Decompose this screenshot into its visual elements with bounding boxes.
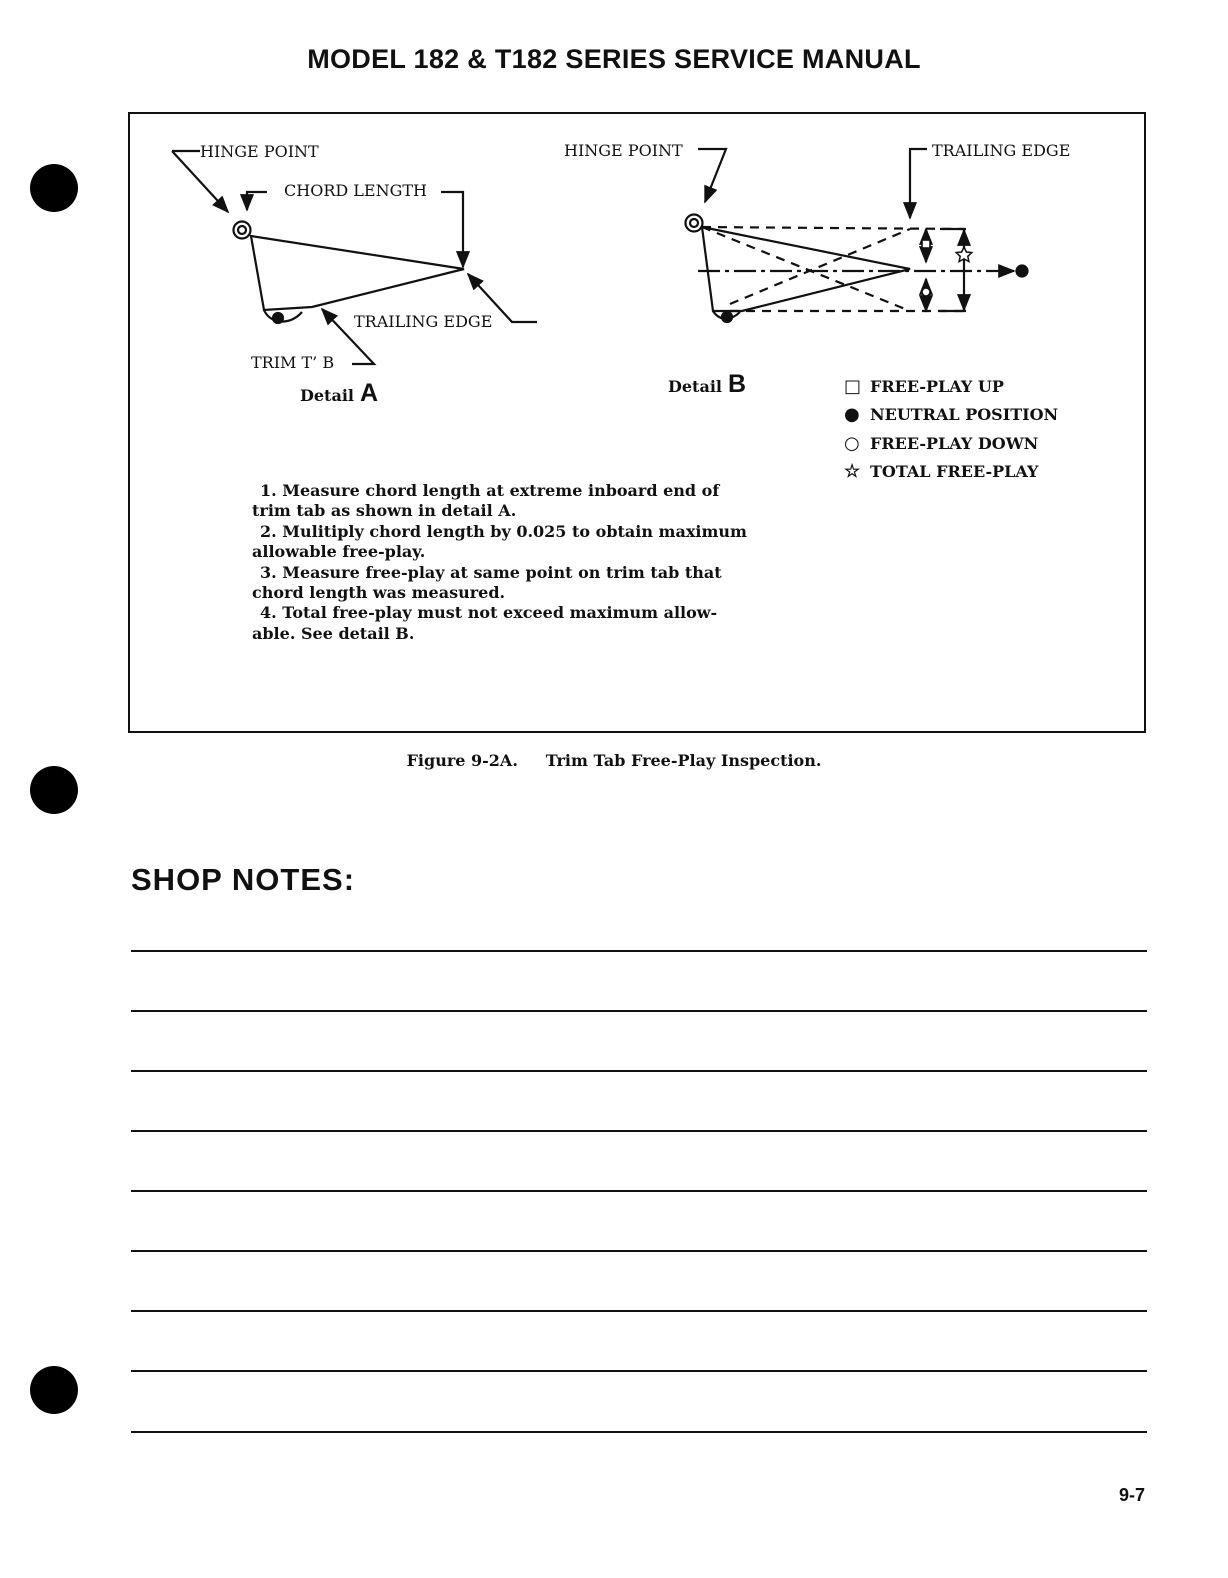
shop-notes-rule: [131, 1190, 1147, 1192]
detail-b-word: Detail: [668, 377, 722, 396]
shop-notes-rule: [131, 1370, 1147, 1372]
tab-horn-b-dot: [722, 312, 732, 322]
legend-item: [844, 401, 1058, 430]
trim-tab-label: TRIM T’ B: [251, 353, 335, 372]
note-line: 2. Mulitiply chord length by 0.025 to obtain maximum: [260, 521, 747, 541]
hinge-point-b-inner-icon: [690, 219, 698, 227]
chord-bracket-left: [247, 192, 267, 210]
chord-bracket-right: [441, 192, 463, 267]
trim-tab-outline-a: [251, 236, 464, 310]
shop-notes-rule: [131, 1431, 1147, 1433]
note-line: chord length was measured.: [252, 583, 506, 603]
hinge-point-b-icon: [686, 215, 703, 232]
trailing-edge-arrow-b: [910, 149, 927, 218]
legend-label: FREE-PLAY DOWN: [870, 433, 1039, 453]
tab-horn-dot: [273, 313, 283, 323]
legend-label: TOTAL FREE-PLAY: [870, 462, 1039, 482]
legend: [844, 372, 1058, 486]
shop-notes-rule: [131, 1310, 1147, 1312]
note-line: allowable free-play.: [252, 542, 426, 562]
hinge-point-inner-icon: [238, 226, 246, 234]
detail-b-letter: B: [727, 370, 747, 398]
shop-notes-heading: SHOP NOTES:: [131, 862, 356, 897]
detail-a-word: Detail: [300, 386, 354, 405]
binder-hole-middle: [30, 766, 78, 814]
hinge-arrow-b: [698, 149, 726, 202]
hinge-point-label-a: HINGE POINT: [200, 142, 319, 161]
inspection-notes: [252, 481, 772, 644]
note-line: 1. Measure chord length at extreme inboard end of: [260, 481, 720, 500]
binder-hole-bottom: [30, 1366, 78, 1414]
star-open-icon: ☆: [844, 461, 861, 483]
trailing-edge-label-b: TRAILING EDGE: [932, 141, 1071, 160]
square-open-icon: □: [844, 375, 862, 397]
note-line: trim tab as shown in detail A.: [252, 501, 517, 521]
total-free-play-marker-icon: [956, 247, 972, 262]
detail-a-caption: [300, 379, 378, 408]
legend-label: FREE-PLAY UP: [870, 376, 1004, 396]
detail-b-caption: [668, 370, 746, 399]
legend-item: [844, 372, 1058, 401]
free-play-down-marker-icon: [922, 288, 930, 296]
hinge-point-label-b: HINGE POINT: [564, 141, 683, 160]
hinge-point-icon: [234, 222, 251, 239]
chord-length-label: CHORD LENGTH: [284, 181, 427, 200]
legend-item: [844, 429, 1058, 458]
page-number: 9-7: [1119, 1485, 1146, 1505]
note-line: 3. Measure free-play at same point on trim tab that: [260, 562, 722, 582]
shop-notes-rule: [131, 1010, 1147, 1012]
legend-label: NEUTRAL POSITION: [870, 405, 1059, 425]
circle-filled-icon: ●: [844, 404, 860, 426]
free-play-up-line: [702, 227, 964, 229]
figure-caption: Figure 9-2A. Trim Tab Free-Play Inspection.: [406, 751, 822, 770]
shop-notes-rule: [131, 1070, 1147, 1072]
detail-b-drawing: [686, 149, 1028, 322]
shop-notes-rule: [131, 950, 1147, 952]
detail-a-letter: A: [359, 379, 379, 407]
shop-notes-rule: [131, 1130, 1147, 1132]
legend-item: [844, 458, 1058, 487]
free-play-up-marker-icon: [922, 240, 930, 248]
circle-open-icon: ○: [844, 432, 860, 454]
neutral-point-icon: [1017, 266, 1028, 277]
trailing-edge-label-a: TRAILING EDGE: [354, 312, 493, 331]
note-line: 4. Total free-play must not exceed maximum allow-: [260, 603, 718, 623]
dashed-diagonal-2: [730, 229, 910, 304]
binder-hole-top: [30, 164, 78, 212]
figure-frame: [128, 112, 1146, 733]
dashed-diagonal-1: [702, 227, 910, 311]
note-line: able. See detail B.: [252, 623, 415, 643]
shop-notes-rule: [131, 1250, 1147, 1252]
page-header: MODEL 182 & T182 SERIES SERVICE MANUAL: [307, 44, 921, 74]
